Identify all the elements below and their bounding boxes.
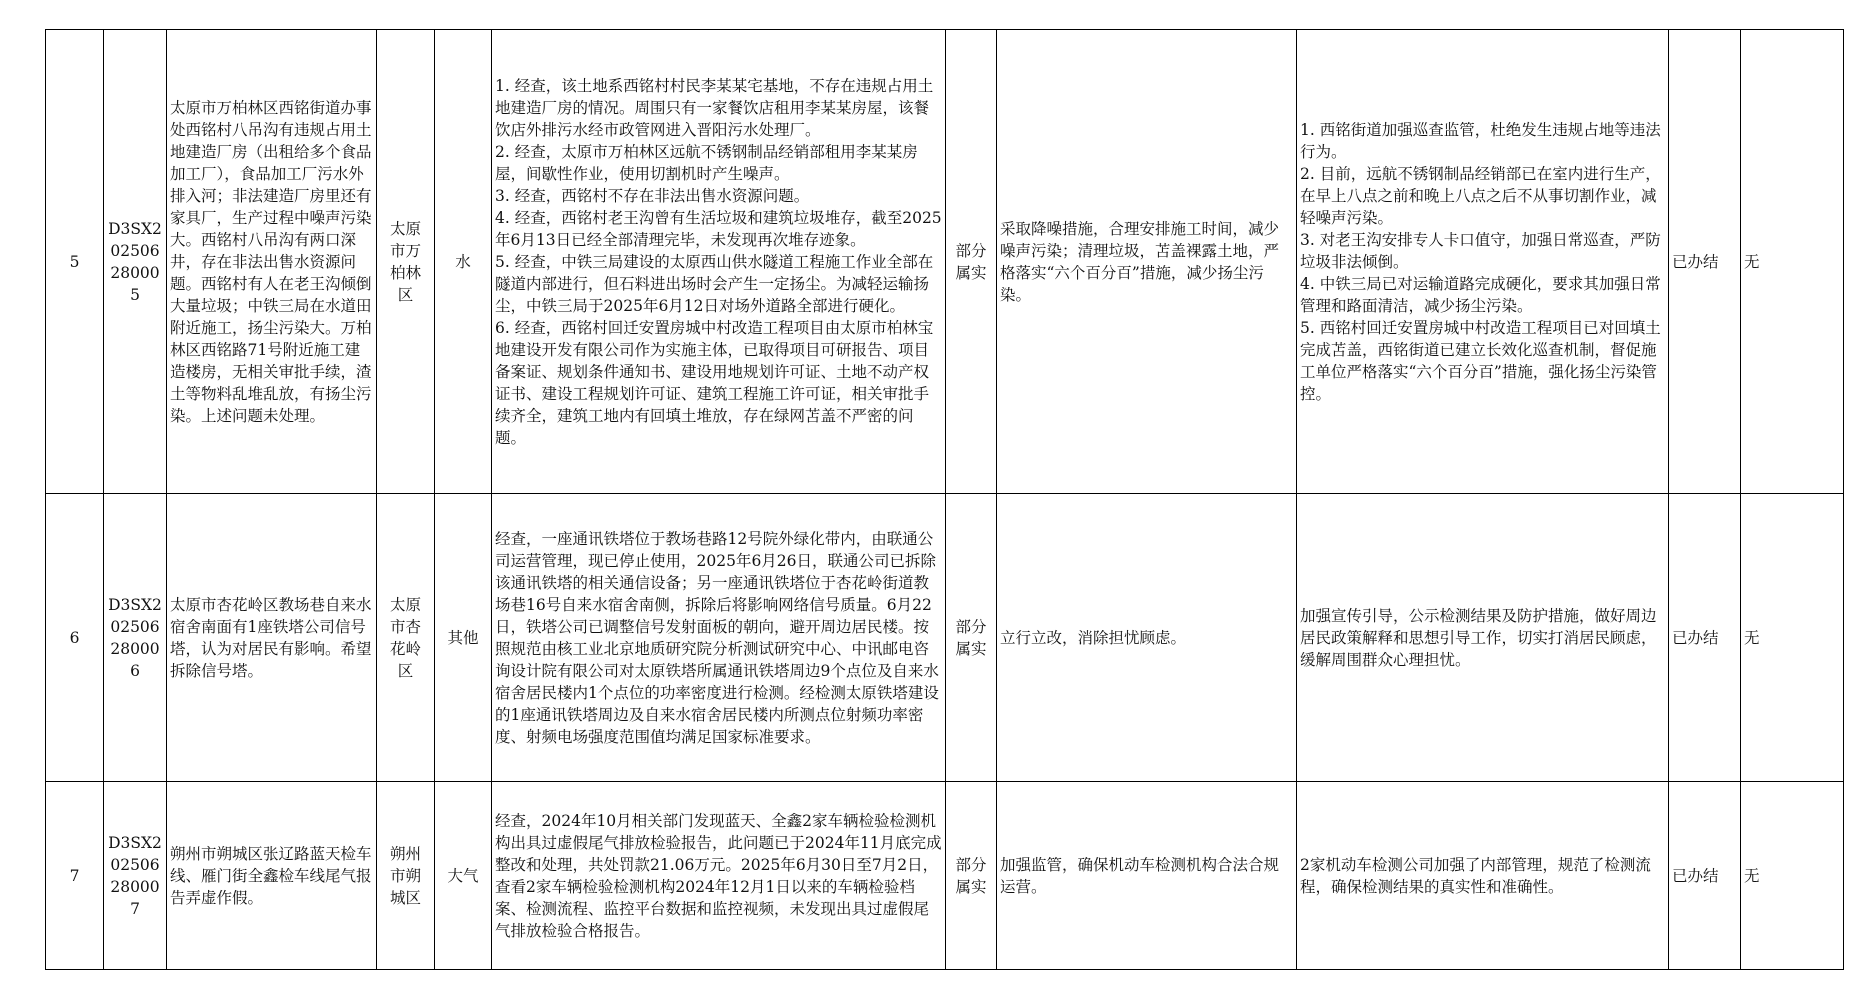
verdict-line: 部分 — [955, 855, 987, 874]
verdict-line: 部分 — [955, 241, 987, 260]
cases-table — [45, 29, 1844, 970]
verdict-cell — [946, 494, 997, 782]
region-cell — [377, 782, 435, 970]
complaint-cell — [167, 494, 377, 782]
region-line: 太原 — [389, 595, 421, 614]
verdict-line: 属实 — [955, 263, 987, 282]
region-line: 城区 — [389, 888, 421, 907]
case-id-line: 02506 — [110, 241, 160, 260]
case-id-line: 28000 — [110, 263, 160, 282]
accountability-text: 无 — [1744, 866, 1760, 885]
measures-text: 加强监管，确保机动车检测机构合法合规运营。 — [1000, 855, 1280, 896]
status-cell — [1669, 782, 1741, 970]
investigation-paragraph: 2. 经查，太原市万柏林区远航不锈钢制品经销部租用李某某房屋，间歇性作业，使用切割机时产生噪声。 — [495, 142, 918, 183]
accountability-cell — [1741, 494, 1844, 782]
investigation-cell — [492, 30, 946, 494]
region-line: 市朔 — [389, 866, 421, 885]
investigation-paragraph: 经查，一座通讯铁塔位于教场巷路12号院外绿化带内，由联通公司运营管理，现已停止使用，2025年6月26日，联通公司已拆除该通讯铁塔的相关通信设备；另一座通讯铁塔位于杏花岭街道教场巷16号自来水宿舍南侧，拆除后将影响网络信号质量。6月22日，铁塔公司已调整信号发射面板的朝向，避开周边居民楼。按照规范由核工业北京地质研究院分析测试研究中心、中讯邮电咨询设计院有限公司对太原铁塔所属通讯铁塔周边9个点位及自来水宿舍居民楼内1个点位的功率密度进行检测。经检测太原铁塔建设的1座通讯铁塔周边及自来水宿舍居民楼内所测点位射频功率密度、射频电场强度范围值均满足国家标准要求。 — [495, 529, 939, 746]
table-row — [46, 782, 1844, 970]
complaint-text: 朔州市朔城区张辽路蓝天检车线、雁门街全鑫检车线尾气报告弄虚作假。 — [170, 844, 372, 907]
rectification-cell — [1297, 494, 1669, 782]
region-cell — [377, 494, 435, 782]
status-text: 已办结 — [1672, 866, 1719, 885]
row-number-cell — [46, 30, 104, 494]
case-id-line: D3SX2 — [108, 219, 162, 238]
investigation-paragraph: 经查，2024年10月相关部门发现蓝天、全鑫2家车辆检验检测机构出具过虚假尾气排放检验报告，此问题已于2024年11月底完成整改和处理，共处罚款21.06万元。2025年6月30日至7月2日，查看2家车辆检验检测机构2024年12月1日以来的车辆检验档案、检测流程、监控平台数据和监控视频，未发现出具过虚假尾气排放检验合格报告。 — [495, 811, 942, 940]
accountability-cell — [1741, 782, 1844, 970]
region-line: 市万 — [389, 241, 421, 260]
row-number: 6 — [69, 628, 80, 647]
region-line: 区 — [397, 661, 414, 680]
region-cell — [377, 30, 435, 494]
pollution-type: 水 — [455, 252, 471, 271]
accountability-cell — [1741, 30, 1844, 494]
status-text: 已办结 — [1672, 628, 1719, 647]
measures-text: 立行立改，消除担忧顾虑。 — [1000, 628, 1187, 647]
pollution-type-cell — [435, 30, 492, 494]
verdict-line: 属实 — [955, 639, 987, 658]
complaint-cell — [167, 30, 377, 494]
verdict-line: 部分 — [955, 617, 987, 636]
measures-cell — [997, 30, 1297, 494]
region-line: 花岭 — [389, 639, 421, 658]
status-text: 已办结 — [1672, 252, 1719, 271]
case-id-line: 02506 — [110, 855, 160, 874]
table-row — [46, 30, 1844, 494]
accountability-text: 无 — [1744, 628, 1760, 647]
rectification-paragraph: 4. 中铁三局已对运输道路完成硬化，要求其加强日常管理和路面清洁，减少扬尘污染。 — [1300, 274, 1661, 315]
measures-cell — [997, 494, 1297, 782]
investigation-paragraph: 5. 经查，中铁三局建设的太原西山供水隧道工程施工作业全部在隧道内部进行，但石料进出场时会产生一定扬尘。为减轻运输扬尘，中铁三局于2025年6月12日对场外道路全部进行硬化。 — [495, 252, 934, 315]
verdict-cell — [946, 782, 997, 970]
case-id-cell — [104, 782, 167, 970]
row-number-cell — [46, 782, 104, 970]
investigation-paragraph: 6. 经查，西铭村回迁安置房城中村改造工程项目由太原市柏林宝地建设开发有限公司作为实施主体，已取得项目可研报告、项目备案证、规划条件通知书、建设用地规划许可证、土地不动产权证书、建设工程规划许可证、建筑工程施工许可证，相关审批手续齐全，建筑工地内有回填土堆放，存在绿网苫盖不严密的问题。 — [495, 318, 934, 447]
region-line: 太原 — [389, 219, 421, 238]
complaint-cell — [167, 782, 377, 970]
pollution-type-cell — [435, 782, 492, 970]
rectification-cell — [1297, 30, 1669, 494]
measures-text: 采取降噪措施，合理安排施工时间，减少噪声污染；清理垃圾，苫盖裸露土地，严格落实“六个百分百”措施，减少扬尘污染。 — [1000, 219, 1280, 304]
verdict-cell — [946, 30, 997, 494]
investigation-paragraph: 3. 经查，西铭村不存在非法出售水资源问题。 — [495, 186, 810, 205]
case-id-line: 5 — [130, 285, 140, 304]
measures-cell — [997, 782, 1297, 970]
investigation-paragraph: 1. 经查，该土地系西铭村村民李某某宅基地，不存在违规占用土地建造厂房的情况。周围只有一家餐饮店租用李某某房屋，该餐饮店外排污水经市政管网进入晋阳污水处理厂。 — [495, 76, 934, 139]
case-id-line: 7 — [130, 899, 140, 918]
case-id-cell — [104, 494, 167, 782]
region-line: 市杏 — [389, 617, 421, 636]
rectification-paragraph: 2. 目前，远航不锈钢制品经销部已在室内进行生产，在早上八点之前和晚上八点之后不从事切割作业，减轻噪声污染。 — [1300, 164, 1661, 227]
pollution-type: 其他 — [447, 628, 479, 647]
rectification-paragraph: 2家机动车检测公司加强了内部管理，规范了检测流程，确保检测结果的真实性和准确性。 — [1300, 855, 1651, 896]
rectification-paragraph: 5. 西铭村回迁安置房城中村改造工程项目已对回填土完成苫盖，西铭街道已建立长效化巡查机制，督促施工单位严格落实“六个百分百”措施，强化扬尘污染管控。 — [1300, 318, 1661, 403]
rectification-paragraph: 1. 西铭街道加强巡查监管，杜绝发生违规占地等违法行为。 — [1300, 120, 1661, 161]
region-line: 朔州 — [389, 844, 421, 863]
table-row — [46, 494, 1844, 782]
rectification-paragraph: 加强宣传引导，公示检测结果及防护措施，做好周边居民政策解释和思想引导工作，切实打消居民顾虑，缓解周围群众心理担忧。 — [1300, 606, 1657, 669]
row-number-cell — [46, 494, 104, 782]
complaint-text: 太原市杏花岭区教场巷自来水宿舍南面有1座铁塔公司信号塔，认为对居民有影响。希望拆除信号塔。 — [170, 595, 372, 680]
row-number: 7 — [69, 866, 80, 885]
case-id-line: 28000 — [110, 639, 160, 658]
region-line: 柏林 — [389, 263, 421, 282]
pollution-type: 大气 — [447, 866, 479, 885]
rectification-cell — [1297, 782, 1669, 970]
region-line: 区 — [397, 285, 414, 304]
rectification-paragraph: 3. 对老王沟安排专人卡口值守，加强日常巡查，严防垃圾非法倾倒。 — [1300, 230, 1661, 271]
case-id-line: 02506 — [110, 617, 160, 636]
pollution-type-cell — [435, 494, 492, 782]
investigation-paragraph: 4. 经查，西铭村老王沟曾有生活垃圾和建筑垃圾堆存，截至2025年6月13日已经全部清理完毕，未发现再次堆存迹象。 — [495, 208, 942, 249]
status-cell — [1669, 494, 1741, 782]
row-number: 5 — [69, 252, 80, 271]
accountability-text: 无 — [1744, 252, 1760, 271]
case-id-cell — [104, 30, 167, 494]
case-id-line: D3SX2 — [108, 833, 162, 852]
investigation-cell — [492, 494, 946, 782]
case-id-line: 28000 — [110, 877, 160, 896]
complaint-text: 太原市万柏林区西铭街道办事处西铭村八吊沟有违规占用土地建造厂房（出租给多个食品加工厂），食品加工厂污水外排入河；非法建造厂房里还有家具厂，生产过程中噪声污染大。西铭村八吊沟有两口深井，存在非法出售水资源问题。西铭村有人在老王沟倾倒大量垃圾；中铁三局在水道田附近施工，扬尘污染大。万柏林区西铭路71号附近施工建造楼房，无相关审批手续，渣土等物料乱堆乱放，有扬尘污染。上述问题未处理。 — [170, 98, 372, 425]
case-id-line: D3SX2 — [108, 595, 162, 614]
verdict-line: 属实 — [955, 877, 987, 896]
cases-table-body — [46, 30, 1844, 970]
case-id-line: 6 — [130, 661, 140, 680]
status-cell — [1669, 30, 1741, 494]
investigation-cell — [492, 782, 946, 970]
